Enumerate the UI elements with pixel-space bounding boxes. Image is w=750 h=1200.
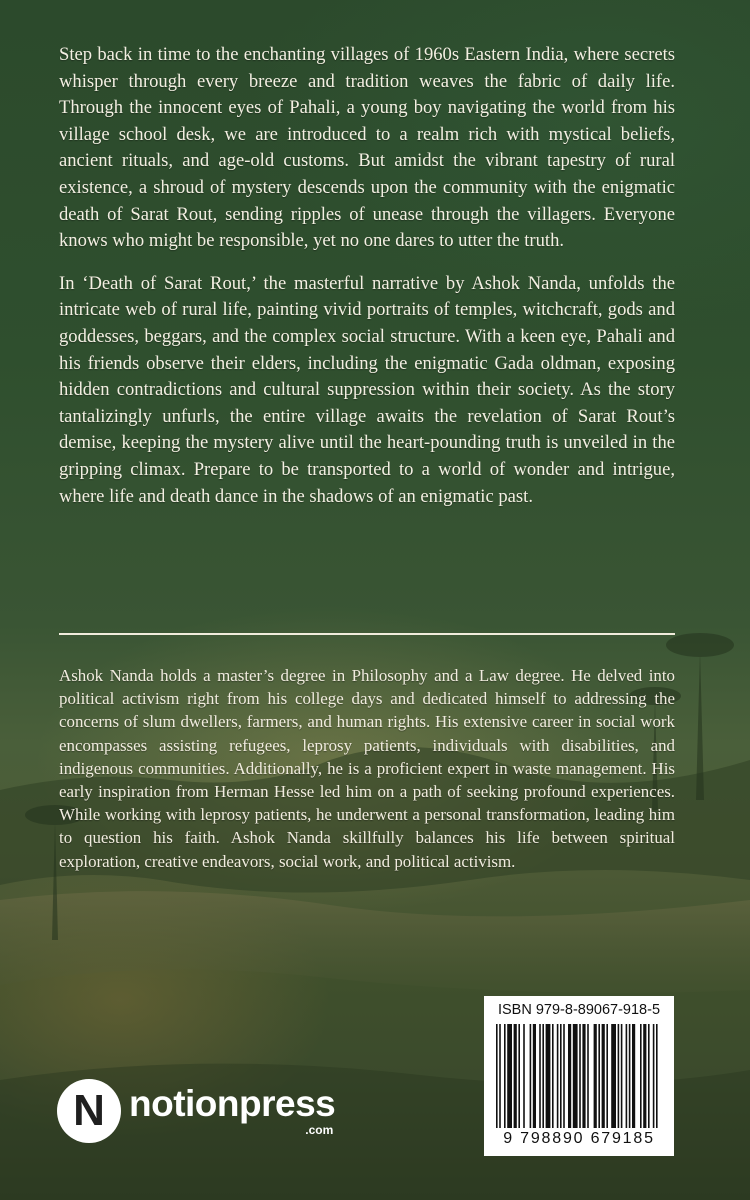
barcode-bar [606,1024,608,1128]
barcode-bar [523,1024,525,1128]
barcode-bar [518,1024,520,1128]
section-divider [59,633,675,635]
barcode-bar [587,1024,589,1128]
publisher-wordmark [129,1081,335,1141]
barcode-bar [656,1024,658,1128]
book-blurb [59,42,675,510]
barcode-bar [560,1024,562,1128]
barcode-bar [507,1024,512,1128]
author-bio: Ashok Nanda holds a master’s degree in Philosophy and a Law degree. He delved into political activism right from his college days and dedicated himself to addressing the concerns of slum dwellers, farmers, and human rights. His extensive career in social work encompasses assisting refugees, leprosy patients, individuals with disabilities, and indigenous communities. Additionally, he is a proficient expert in waste management. His early inspiration from Herman Hesse led him on a path of seeking profound experiences. While working with leprosy patients, he underwent a personal transformation, leading him to question his faith. Ashok Nanda skillfully balances his life between spiritual exploration, creative endeavors, social work, and political activism. [59,666,675,871]
barcode-bar [594,1024,597,1128]
barcode-bar [653,1024,655,1128]
barcode-bar [546,1024,551,1128]
barcode-bar [504,1024,506,1128]
publisher-domain: .com [305,1123,334,1137]
barcode-bar [621,1024,623,1128]
barcode-number: 9 798890 679185 [503,1130,655,1147]
notionpress-logo-icon [57,1079,121,1143]
barcode-bar [499,1024,501,1128]
isbn-label: ISBN 979-8-89067-918-5 [497,1002,661,1018]
barcode-bar [542,1024,544,1128]
blurb-paragraph: Step back in time to the enchanting villages of 1960s Eastern India, where secrets whisper through every breeze and tradition weaves the fabric of daily life. Through the innocent eyes of Pahali, a young boy navigating the world from his village school desk, we are introduced to a realm rich with mystical beliefs, ancient rituals, and age-old customs. But amidst the vibrant tapestry of rural existence, a shroud of mystery descends upon the community with the enigmatic death of Sarat Rout, sending ripples of unease through the villagers. Everyone knows who might be responsible, yet no one dares to utter the truth. [59,44,675,252]
barcode-bar [626,1024,628,1128]
publisher-logo [57,1078,335,1144]
barcode-bar [557,1024,559,1128]
barcode-bar [629,1024,631,1128]
barcode-bar [563,1024,565,1128]
barcode-bar [643,1024,646,1128]
barcode-bar [579,1024,581,1128]
isbn-barcode-panel [484,996,674,1156]
barcode-bar [530,1024,532,1128]
publisher-name: notionpress [129,1083,336,1124]
barcode-bar [618,1024,620,1128]
barcode-bar [573,1024,578,1128]
logo-letter: N [73,1086,105,1135]
barcode-bar [632,1024,635,1128]
barcode-bar [640,1024,642,1128]
barcode-bar [533,1024,536,1128]
barcode-bar [568,1024,571,1128]
blurb-paragraph: In ‘Death of Sarat Rout,’ the masterful narrative by Ashok Nanda, unfolds the intricate web of rural life, painting vivid portraits of temples, witchcraft, gods and goddesses, beggars, and the complex social structure. With a keen eye, Pahali and his friends observe their elders, including the enigmatic Gada oldman, exposing hidden contradictions and cultural suppression within their society. As the story tantalizingly unfurls, the entire village awaits the revelation of Sarat Rout’s demise, keeping the mystery alive until the heart-pounding truth is unveiled in the gripping climax. Prepare to be transported to a world of wonder and intrigue, where life and death dance in the shadows of an enigmatic past. [59,272,675,507]
barcode-bar [496,1024,498,1128]
barcode-bar [598,1024,600,1128]
barcode-bar [514,1024,517,1128]
barcode-bar [539,1024,541,1128]
barcode-bar [648,1024,650,1128]
barcode-bar [582,1024,585,1128]
barcode-bar [552,1024,554,1128]
barcode-bar [611,1024,616,1128]
barcode-bar [602,1024,605,1128]
